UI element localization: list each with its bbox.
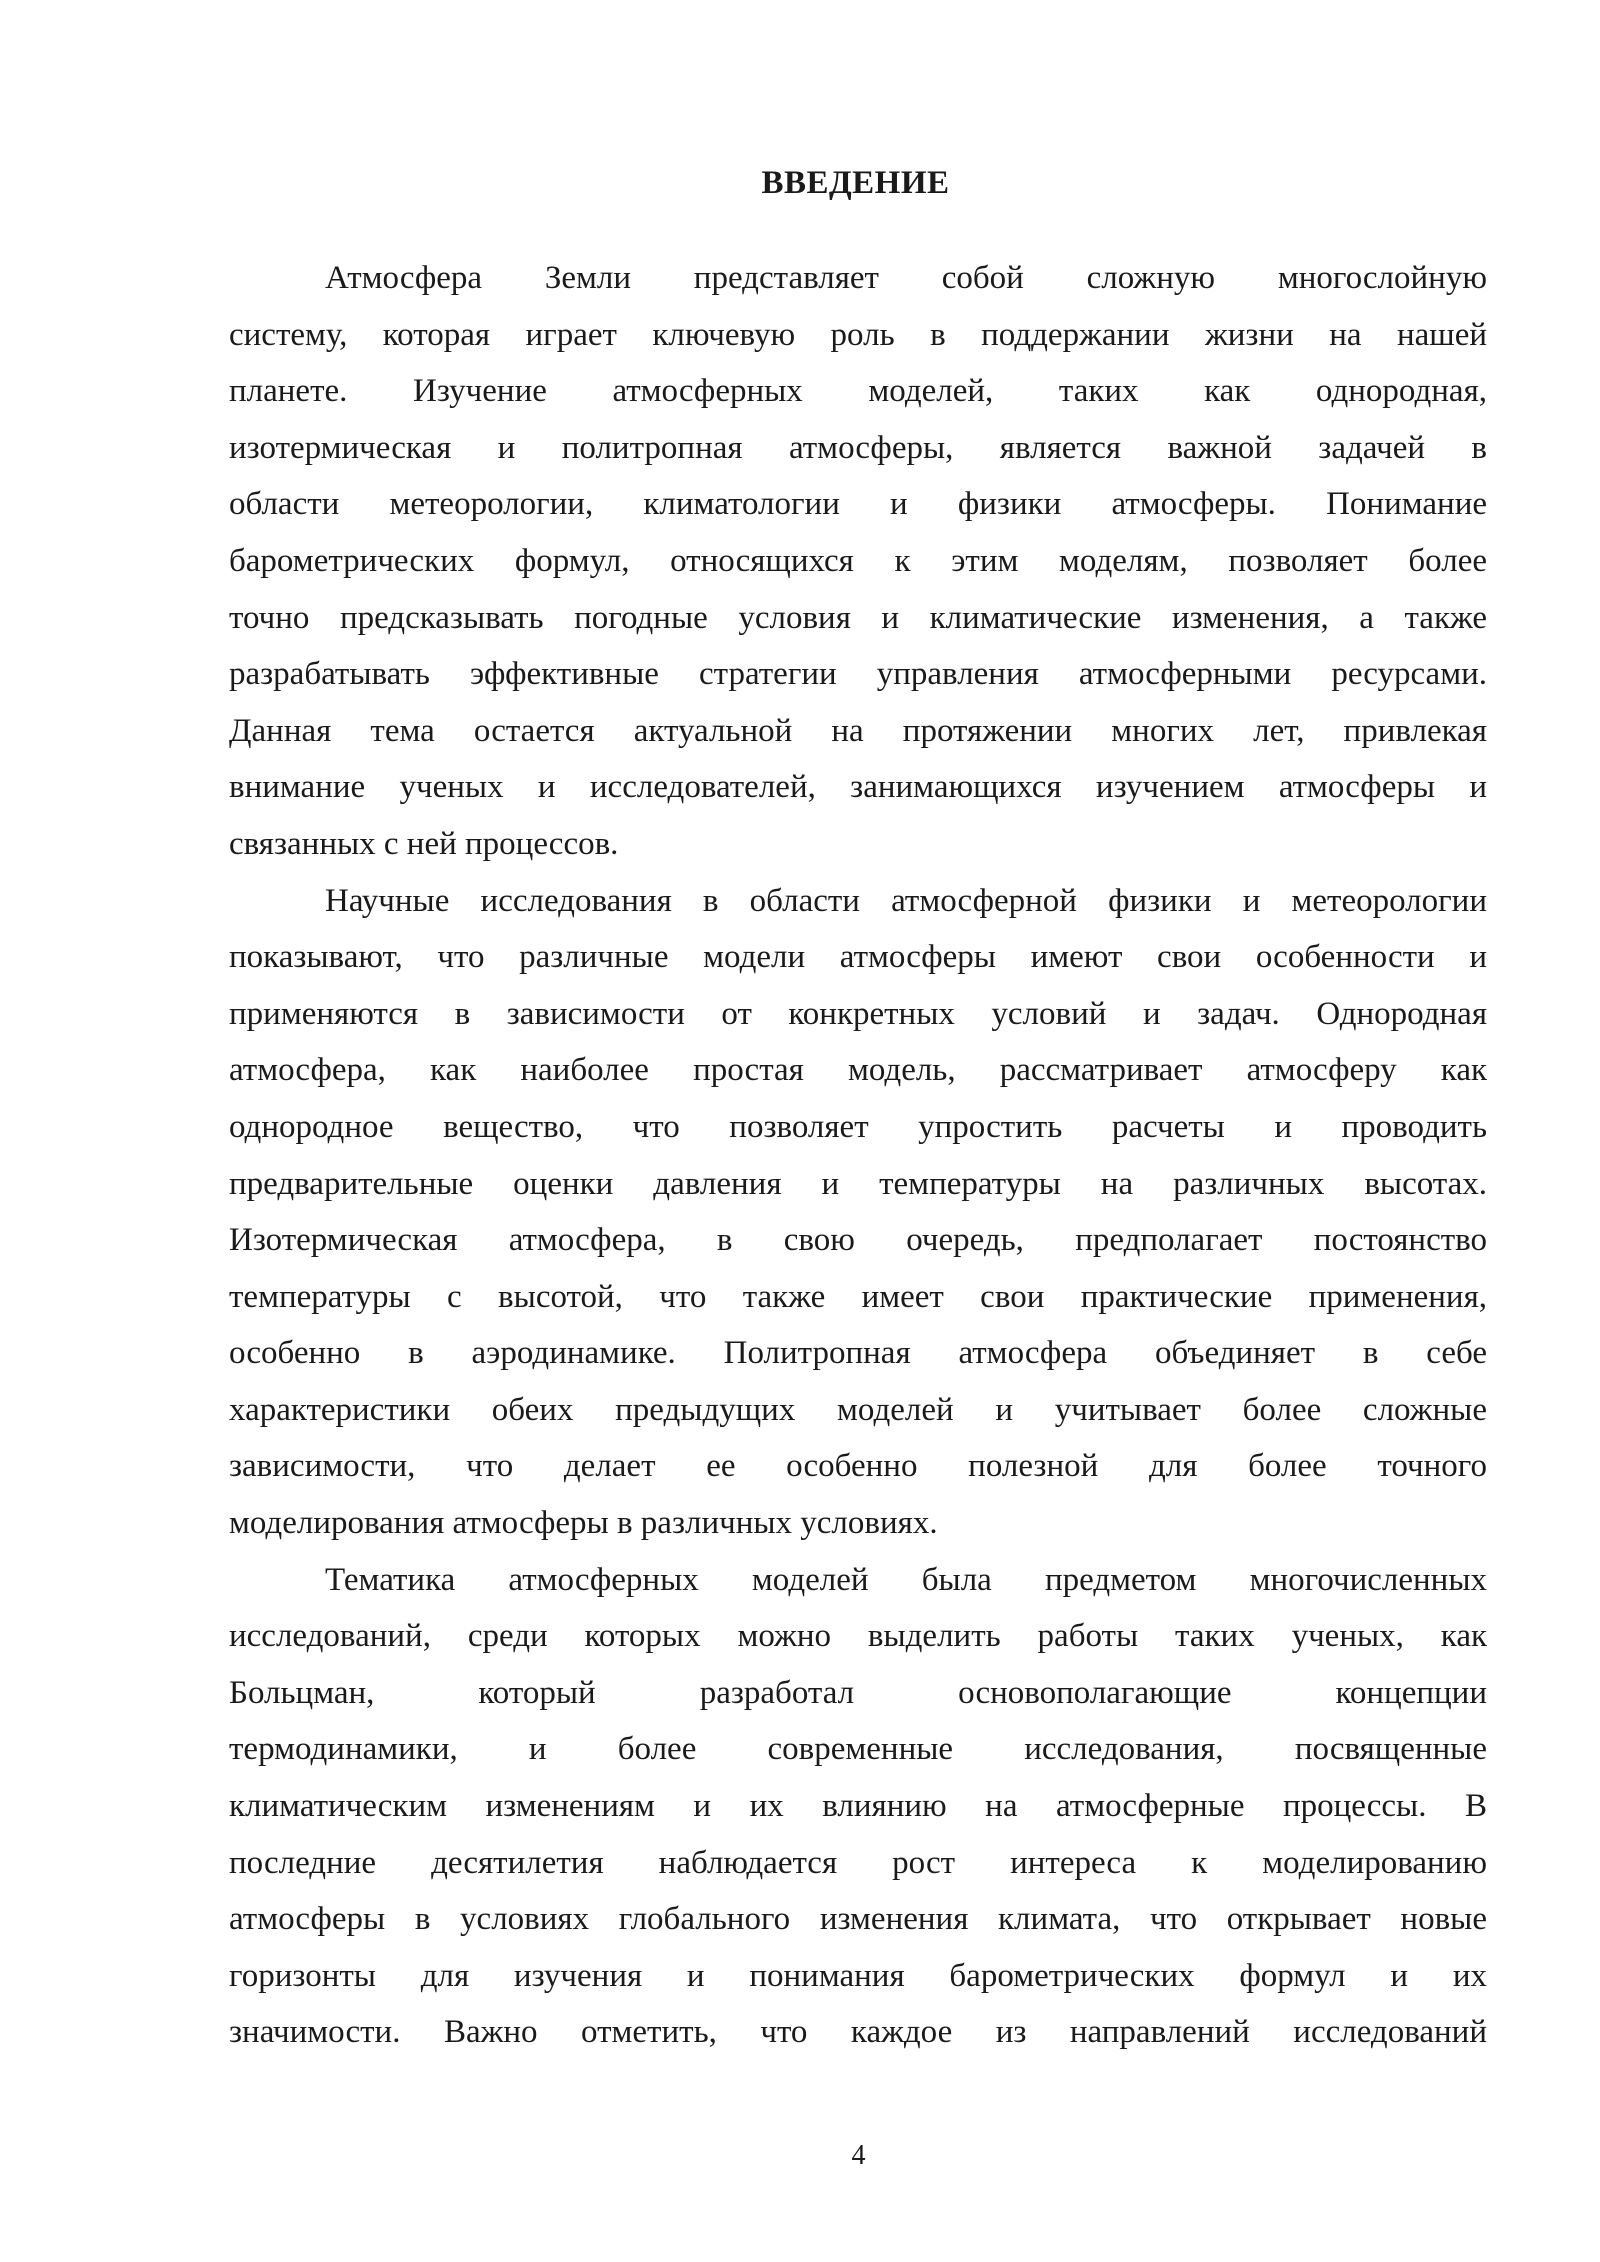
text-line: характеристики обеих предыдущих моделей и учитывает более сложные xyxy=(229,1391,1487,1428)
text-line: атмосферы в условиях глобального изменения климата, что открывает новые xyxy=(229,1901,1487,1938)
text-line: климатическим изменениям и их влиянию на атмосферные процессы. В xyxy=(229,1788,1487,1825)
text-line: Больцман, который разработал основополагающие концепции xyxy=(229,1674,1487,1711)
text-line: барометрических формул, относящихся к этим моделям, позволяет более xyxy=(229,542,1487,579)
text-line: однородное вещество, что позволяет упростить расчеты и проводить xyxy=(229,1108,1487,1145)
text-line: внимание ученых и исследователей, занимающихся изучением атмосферы и xyxy=(229,769,1487,806)
text-line: разрабатывать эффективные стратегии управления атмосферными ресурсами. xyxy=(229,656,1487,693)
text-line: Данная тема остается актуальной на протяжении многих лет, привлекая xyxy=(229,712,1487,749)
text-line: Тематика атмосферных моделей была предметом многочисленных xyxy=(325,1561,1487,1598)
text-line: изотермическая и политропная атмосферы, является важной задачей в xyxy=(229,429,1487,466)
text-line: исследований, среди которых можно выделить работы таких ученых, как xyxy=(229,1618,1487,1655)
text-line: температуры с высотой, что также имеет свои практические применения, xyxy=(229,1278,1487,1315)
text-line: показывают, что различные модели атмосферы имеют свои особенности и xyxy=(229,939,1487,976)
text-line: применяются в зависимости от конкретных условий и задач. Однородная xyxy=(229,995,1487,1032)
text-line: планете. Изучение атмосферных моделей, таких как однородная, xyxy=(229,373,1487,410)
text-line: горизонты для изучения и понимания барометрических формул и их xyxy=(229,1957,1487,1994)
text-line: термодинамики, и более современные исследования, посвященные xyxy=(229,1731,1487,1768)
document-body xyxy=(229,250,1487,2061)
page-number: 4 xyxy=(851,2140,866,2171)
paragraph-2 xyxy=(229,873,1487,1552)
text-line: связанных с ней процессов. xyxy=(229,825,619,862)
text-line: особенно в аэродинамике. Политропная атмосфера объединяет в себе xyxy=(229,1335,1487,1372)
text-line: систему, которая играет ключевую роль в поддержании жизни на нашей xyxy=(229,316,1487,353)
text-line: Изотермическая атмосфера, в свою очередь, предполагает постоянство xyxy=(229,1222,1487,1259)
text-line: последние десятилетия наблюдается рост интереса к моделированию xyxy=(229,1844,1487,1881)
text-line: области метеорологии, климатологии и физики атмосферы. Понимание xyxy=(229,486,1487,523)
paragraph-3 xyxy=(229,1552,1487,2061)
text-line: Научные исследования в области атмосферной физики и метеорологии xyxy=(325,882,1487,919)
text-line: значимости. Важно отметить, что каждое из направлений исследований xyxy=(229,2014,1487,2051)
text-line: точно предсказывать погодные условия и климатические изменения, а также xyxy=(229,599,1487,636)
text-line: атмосфера, как наиболее простая модель, рассматривает атмосферу как xyxy=(229,1052,1487,1089)
text-line: предварительные оценки давления и температуры на различных высотах. xyxy=(229,1165,1487,1202)
page-title: ВВЕДЕНИЕ xyxy=(761,165,950,201)
text-line: Атмосфера Земли представляет собой сложную многослойную xyxy=(325,260,1487,296)
paragraph-1 xyxy=(229,250,1487,873)
text-line: зависимости, что делает ее особенно полезной для более точного xyxy=(229,1448,1487,1485)
text-line: моделирования атмосферы в различных условиях. xyxy=(229,1505,938,1542)
